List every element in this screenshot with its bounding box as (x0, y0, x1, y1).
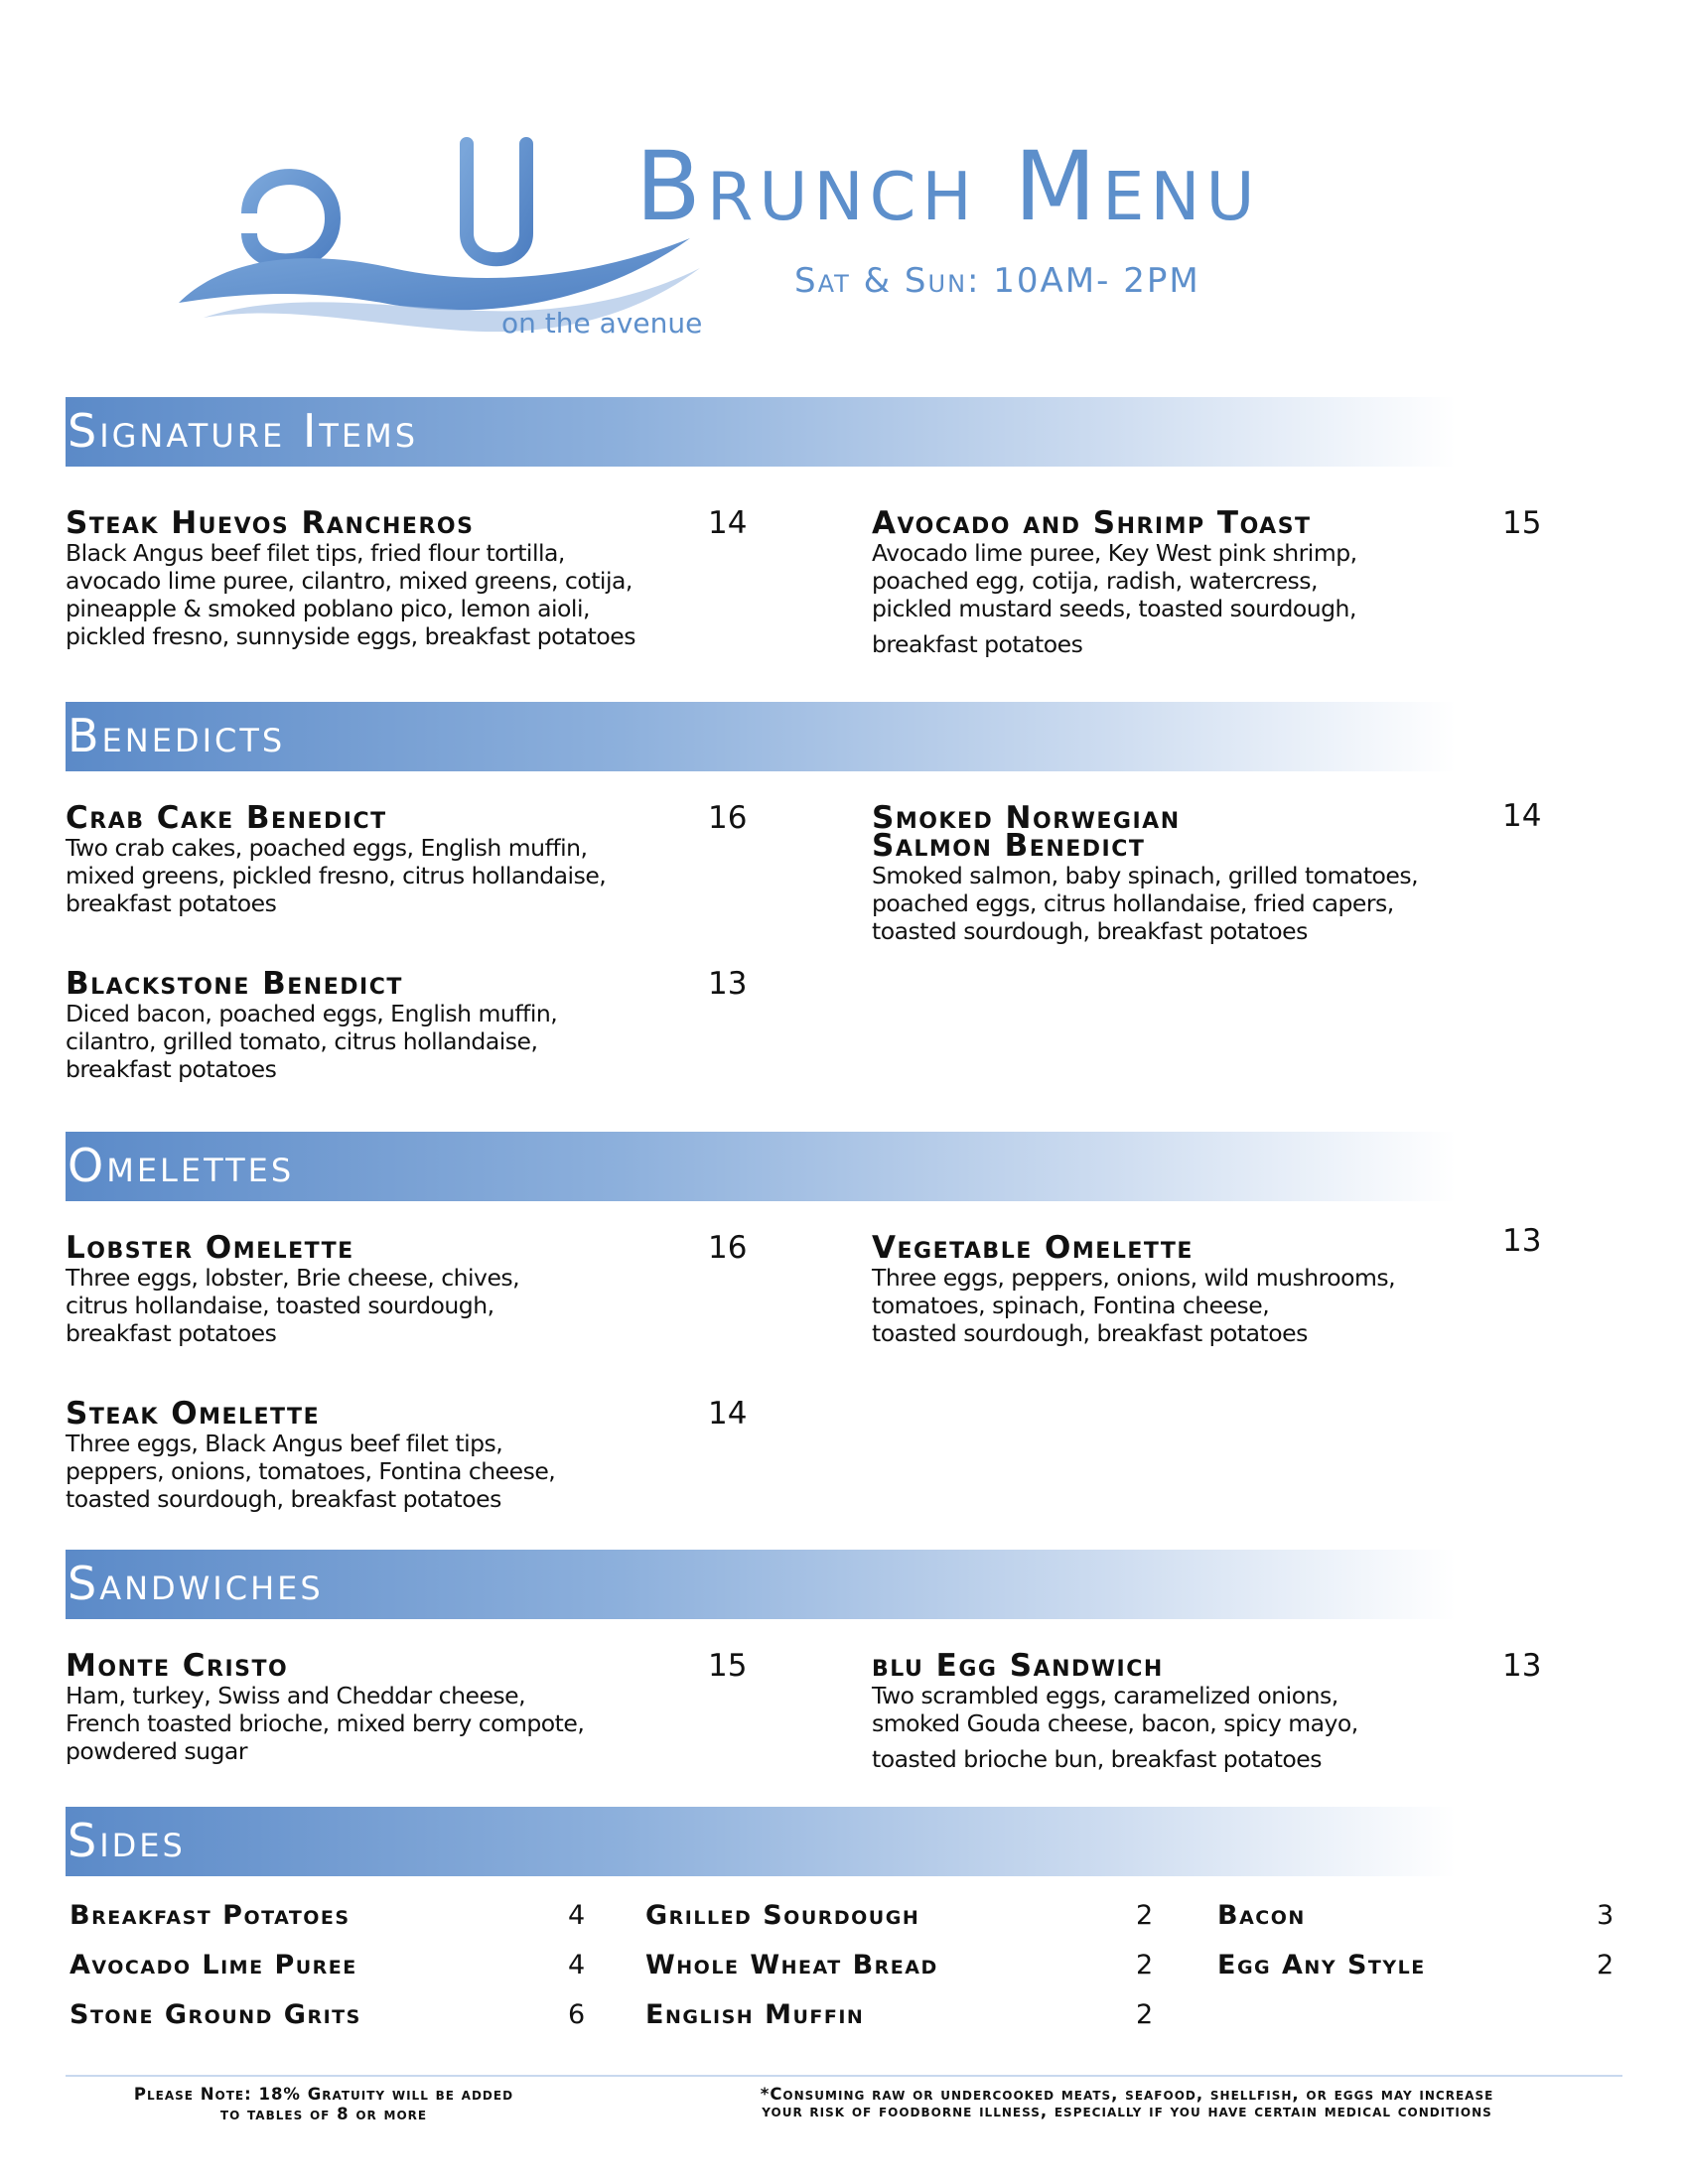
item-description: Smoked salmon, baby spinach, grilled tomatoes, poached eggs, citrus hollandaise, fried capers, toasted sourdough, breakfast potatoes (872, 862, 1419, 945)
menu-item-monte-cristo (66, 1648, 741, 1765)
side-item-price: 4 (568, 1950, 586, 1980)
item-description: Three eggs, Black Angus beef filet tips, peppers, onions, tomatoes, Fontina cheese, toasted sourdough, breakfast potatoes (66, 1430, 556, 1513)
side-item-name: English Muffin (645, 1999, 865, 2030)
item-description: Three eggs, peppers, onions, wild mushrooms, tomatoes, spinach, Fontina cheese, toasted sourdough, breakfast potatoes (872, 1264, 1396, 1347)
consumption-warning: *Consuming raw or undercooked meats, seafood, shellfish, or eggs may increase your risk of foodborne illness, especially if you have certain medical conditions (760, 2085, 1494, 2120)
item-description: Three eggs, lobster, Brie cheese, chives, citrus hollandaise, toasted sourdough, breakfast potatoes (66, 1264, 520, 1347)
menu-item-vegetable-omelette (872, 1230, 1547, 1347)
item-name: Vegetable Omelette (872, 1230, 1194, 1266)
item-price: 13 (708, 966, 748, 1002)
menu-item-smoked-salmon-benedict (872, 798, 1547, 945)
side-item-price: 2 (1136, 1950, 1154, 1980)
section-title: Omelettes (68, 1139, 295, 1192)
gratuity-note: Please Note: 18% Gratuity will be added to tables of 8 or more (133, 2085, 514, 2123)
side-item-price: 3 (1597, 1900, 1615, 1931)
section-header-omelettes (66, 1132, 1456, 1201)
section-header-sandwiches (66, 1550, 1456, 1619)
brunch-hours: Sat & Sun: 10AM- 2PM (794, 261, 1200, 301)
item-price: 13 (1502, 1648, 1542, 1684)
menu-item-blu-egg-sandwich (872, 1648, 1547, 1773)
item-price: 15 (708, 1648, 748, 1684)
item-description: Ham, turkey, Swiss and Cheddar cheese, French toasted brioche, mixed berry compote, powdered sugar (66, 1682, 585, 1765)
item-description: Black Angus beef filet tips, fried flour tortilla, avocado lime puree, cilantro, mixed greens, cotija, pineapple & smoked poblano pico, lemon aioli, pickled fresno, sunnyside eggs, breakfast potatoes (66, 539, 635, 650)
menu-item-avocado-shrimp-toast (872, 505, 1547, 658)
item-name: Monte Cristo (66, 1648, 289, 1684)
item-price: 14 (708, 1396, 748, 1432)
menu-item-steak-huevos-rancheros (66, 505, 741, 650)
section-header-sides (66, 1807, 1456, 1876)
item-name: Steak Huevos Rancheros (66, 505, 475, 541)
side-item-name: Bacon (1217, 1900, 1306, 1931)
footer-divider (66, 2075, 1622, 2077)
item-price: 16 (708, 1230, 748, 1266)
side-item-name: Avocado Lime Puree (70, 1950, 357, 1980)
menu-item-crab-cake-benedict (66, 800, 741, 917)
item-description: Diced bacon, poached eggs, English muffin, cilantro, grilled tomato, citrus hollandaise, breakfast potatoes (66, 1000, 558, 1083)
item-price: 13 (1502, 1223, 1542, 1259)
menu-item-steak-omelette (66, 1396, 741, 1513)
side-item-name: Egg Any Style (1217, 1950, 1426, 1980)
item-price: 14 (708, 505, 748, 541)
item-description: Two scrambled eggs, caramelized onions, smoked Gouda cheese, bacon, spicy mayo, toasted brioche bun, breakfast potatoes (872, 1682, 1358, 1773)
page-title: Brunch Menu (635, 131, 1261, 242)
logo-tagline: on the avenue (501, 307, 703, 340)
item-description: Two crab cakes, poached eggs, English muffin, mixed greens, pickled fresno, citrus hollandaise, breakfast potatoes (66, 834, 607, 917)
section-title: Signature Items (68, 404, 419, 458)
item-name: Blackstone Benedict (66, 966, 403, 1002)
item-name: Avocado and Shrimp Toast (872, 505, 1312, 541)
item-name: Steak Omelette (66, 1396, 321, 1432)
side-item-name: Whole Wheat Bread (645, 1950, 938, 1980)
side-item-name: Grilled Sourdough (645, 1900, 920, 1931)
menu-item-blackstone-benedict (66, 966, 741, 1083)
item-price: 14 (1502, 798, 1542, 834)
item-price: 15 (1502, 505, 1542, 541)
section-title: Sandwiches (68, 1557, 324, 1610)
section-title: Sides (68, 1814, 186, 1867)
item-price: 16 (708, 800, 748, 836)
side-item-price: 6 (568, 1999, 586, 2030)
section-header-benedicts (66, 702, 1456, 771)
side-item-name: Stone Ground Grits (70, 1999, 361, 2030)
item-name: blu Egg Sandwich (872, 1648, 1164, 1684)
section-title: Benedicts (68, 709, 286, 762)
item-name: Crab Cake Benedict (66, 800, 387, 836)
side-item-price: 4 (568, 1900, 586, 1931)
item-name: Smoked Norwegian Salmon Benedict (872, 800, 1181, 864)
menu-item-lobster-omelette (66, 1230, 741, 1347)
side-item-price: 2 (1136, 1900, 1154, 1931)
side-item-price: 2 (1597, 1950, 1615, 1980)
section-header-signature (66, 397, 1456, 467)
side-item-name: Breakfast Potatoes (70, 1900, 351, 1931)
item-description: Avocado lime puree, Key West pink shrimp, poached egg, cotija, radish, watercress, pickled mustard seeds, toasted sourdough, breakfast potatoes (872, 539, 1357, 658)
side-item-price: 2 (1136, 1999, 1154, 2030)
item-name: Lobster Omelette (66, 1230, 354, 1266)
